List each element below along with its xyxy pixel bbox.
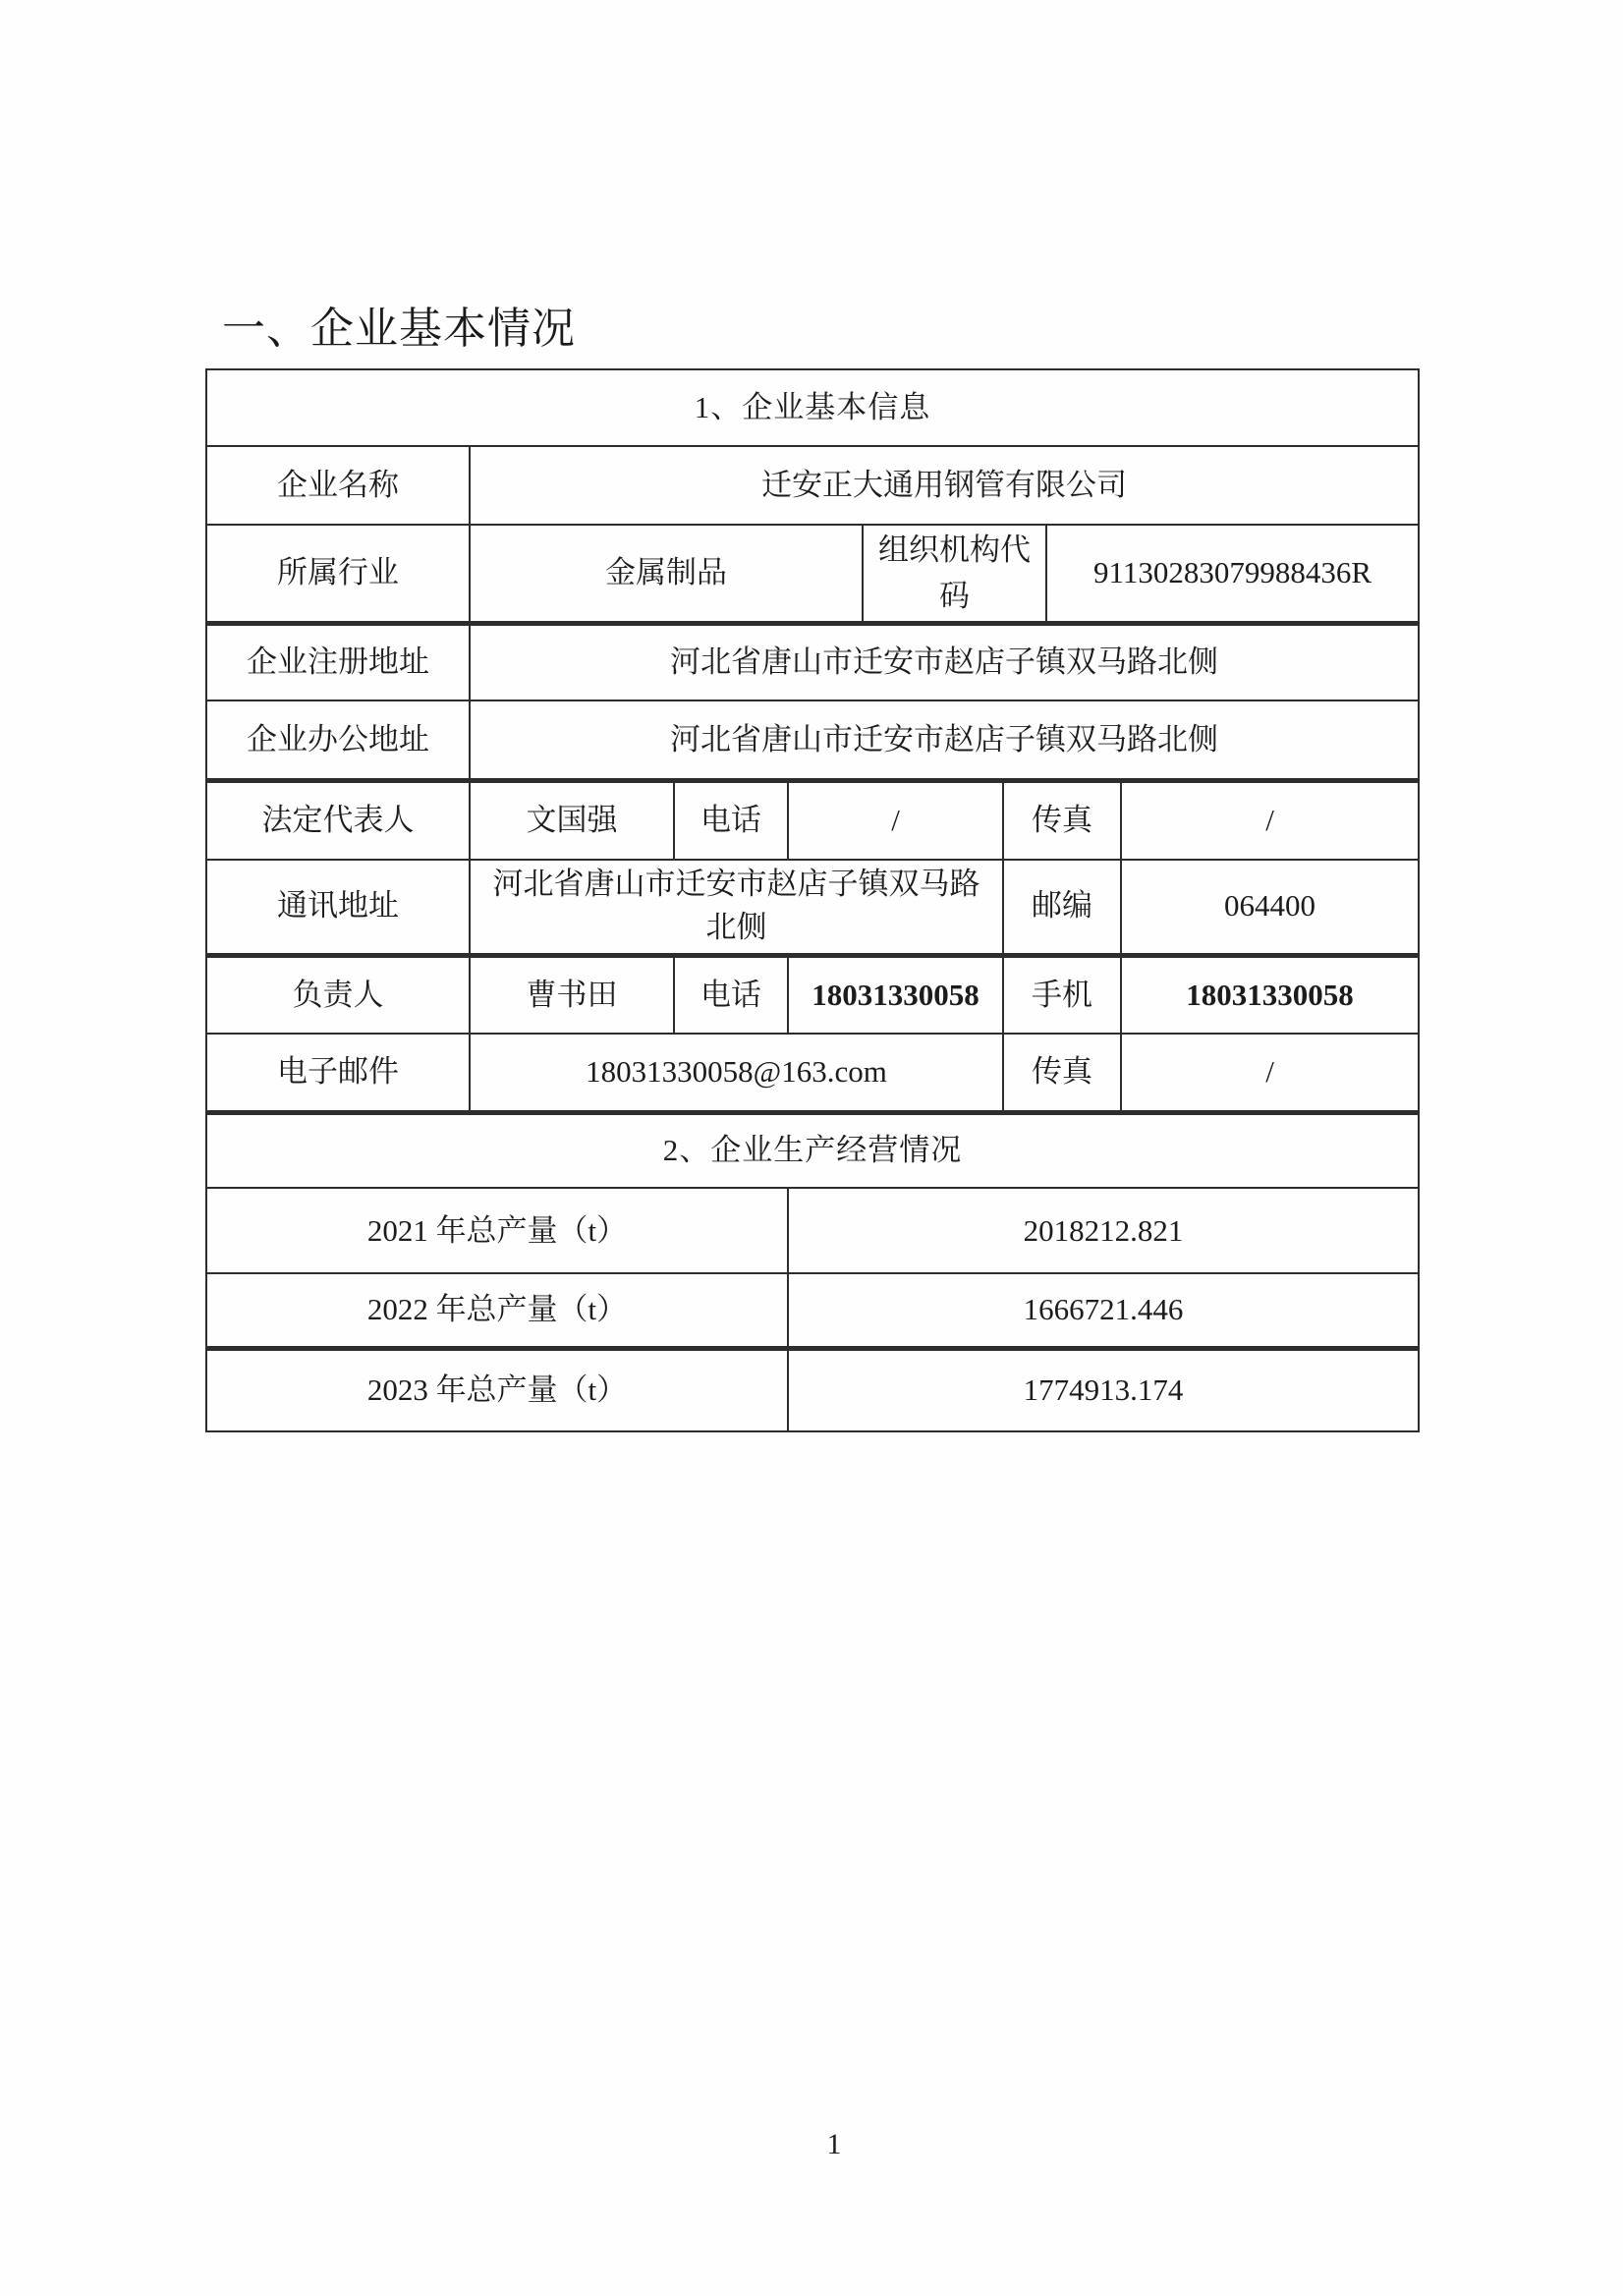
company-name-row <box>206 446 1419 525</box>
responsible-person-row <box>206 955 1419 1034</box>
responsible-person-label: 负责人 <box>206 955 470 1034</box>
industry-row <box>206 525 1419 624</box>
responsible-person-name: 曹书田 <box>470 955 674 1034</box>
legal-rep-fax-value: / <box>1121 781 1419 860</box>
registered-address-value: 河北省唐山市迁安市赵店子镇双马路北侧 <box>470 624 1419 700</box>
section-2-header: 2、企业生产经营情况 <box>206 1112 1419 1188</box>
production-2023-row <box>206 1348 1419 1431</box>
office-address-label: 企业办公地址 <box>206 700 470 781</box>
company-name-value: 迁安正大通用钢管有限公司 <box>470 446 1419 525</box>
responsible-phone-label: 电话 <box>674 955 788 1034</box>
legal-rep-phone-label: 电话 <box>674 781 788 860</box>
production-2022-value: 1666721.446 <box>788 1273 1419 1348</box>
production-2021-row <box>206 1188 1419 1273</box>
legal-representative-row <box>206 781 1419 860</box>
legal-representative-name: 文国强 <box>470 781 674 860</box>
email-label: 电子邮件 <box>206 1034 470 1112</box>
office-address-row <box>206 700 1419 781</box>
registered-address-row <box>206 624 1419 700</box>
responsible-mobile-label: 手机 <box>1003 955 1121 1034</box>
industry-label: 所属行业 <box>206 525 470 624</box>
mailing-address-row <box>206 860 1419 956</box>
production-2021-label: 2021 年总产量（t） <box>206 1188 788 1273</box>
email-value: 18031330058@163.com <box>470 1034 1003 1112</box>
mailing-address-text: 河北省唐山市迁安市赵店子镇双马路北侧 <box>492 866 980 945</box>
section-2-header-row <box>206 1112 1419 1188</box>
postcode-value: 064400 <box>1121 860 1419 956</box>
email-fax-value: / <box>1121 1034 1419 1112</box>
section-1-header: 1、企业基本信息 <box>206 369 1419 446</box>
postcode-label: 邮编 <box>1003 860 1121 956</box>
responsible-mobile-value: 18031330058 <box>1121 955 1419 1034</box>
company-name-label: 企业名称 <box>206 446 470 525</box>
email-fax-label: 传真 <box>1003 1034 1121 1112</box>
page-title: 一、企业基本情况 <box>222 305 576 353</box>
page-number: 1 <box>826 2128 842 2160</box>
email-row <box>206 1034 1419 1112</box>
org-code-value: 91130283079988436R <box>1046 525 1419 624</box>
company-info-table <box>205 368 1420 1432</box>
legal-rep-fax-label: 传真 <box>1003 781 1121 860</box>
production-2022-row <box>206 1273 1419 1348</box>
responsible-phone-value: 18031330058 <box>788 955 1003 1034</box>
mailing-address-label: 通讯地址 <box>206 860 470 956</box>
production-2023-value: 1774913.174 <box>788 1348 1419 1431</box>
legal-representative-label: 法定代表人 <box>206 781 470 860</box>
industry-value: 金属制品 <box>470 525 863 624</box>
legal-rep-phone-value: / <box>788 781 1003 860</box>
production-2023-label: 2023 年总产量（t） <box>206 1348 788 1431</box>
org-code-label: 组织机构代码 <box>863 525 1046 624</box>
production-2022-label: 2022 年总产量（t） <box>206 1273 788 1348</box>
section-1-header-row <box>206 369 1419 446</box>
mailing-address-value <box>470 860 1003 956</box>
registered-address-label: 企业注册地址 <box>206 624 470 700</box>
office-address-value: 河北省唐山市迁安市赵店子镇双马路北侧 <box>470 700 1419 781</box>
production-2021-value: 2018212.821 <box>788 1188 1419 1273</box>
